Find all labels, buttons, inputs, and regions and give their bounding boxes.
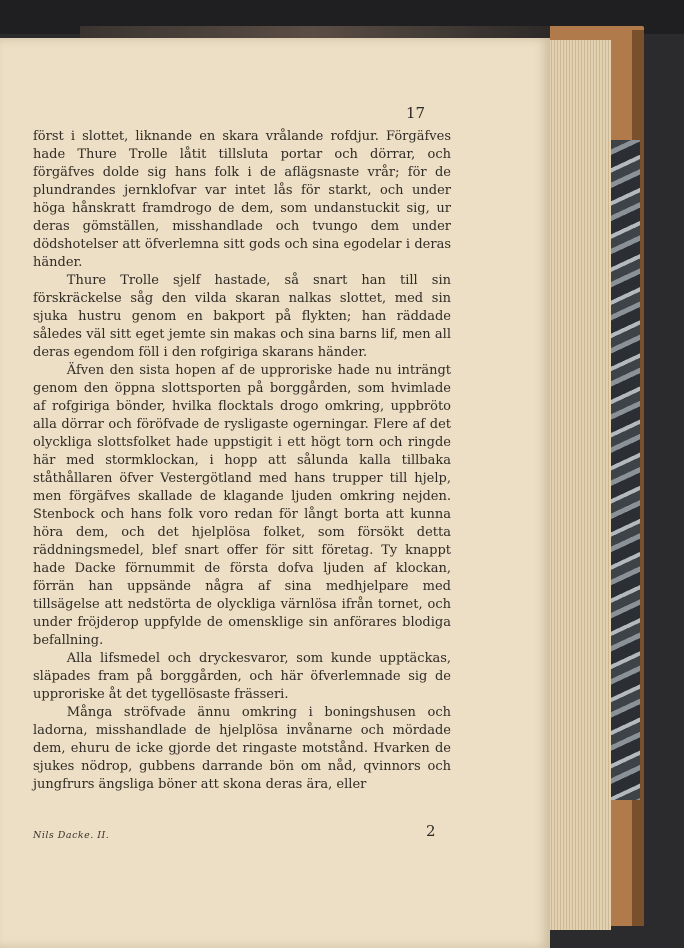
- paragraph: Äfven den sista hopen af de upproriske hade nu inträngt genom den öppna slottsporten på borggården, som hvimlade af rofgiriga bönder, hvilka flocktals drogo omkring, uppbröto alla dörrar och föröfvade de rysligaste ogerningar. Flere af det olyckliga slottsfolket hade uppstigit i ett högt torn och ringde här med stormklockan, i hopp att sålunda kalla tillbaka ståthållaren öfver Vestergötland med hans trupper till hjelp, men förgäfves skallade de klagande ljuden omkring nejden. Stenbock och hans folk voro redan för långt borta att kunna höra dem, och det hjelplösa folket, som försökt detta räddningsmedel, blef snart offer för sitt företag. Ty knappt hade Dacke förnummit de första dofva ljuden af klockan, förrän han uppsände några af sina medhjelpare med tillsägelse att nedstörta de olyckliga värnlösa ifrån tornet, och under fröjderop uppfylde de omensklige sin anförares blodiga befallning.: [33, 363, 451, 648]
- body-text: [33, 128, 451, 794]
- footer-book-title: Nils Dacke. II.: [33, 830, 110, 841]
- paragraph: Thure Trolle sjelf hastade, så snart han till sin förskräckelse såg den vilda skaran nalkas slottet, med sin sjuka hustru genom en bakport på flykten; han räddade således väl sitt eget jemte sin makas och sina barns lif, men all deras egendom föll i den rofgiriga skarans händer.: [33, 273, 451, 360]
- signature-mark: 2: [426, 822, 436, 840]
- paragraph: först i slottet, liknande en skara vrålande rofdjur. Förgäfves hade Thure Trolle låtit tillsluta portar och dörrar, och förgäfves dolde sig hans folk i de aflägsnaste vrår; för de plundrandes jernklofvar var intet lås för starkt, och under höga hånskratt framdrogo de dem, som undanstuckit sig, ur deras gömställen, misshandlade och tvungo dem under dödshotelser att öfverlemna sitt gods och sina egodelar i deras händer.: [33, 129, 451, 270]
- marbled-endpaper: [610, 140, 640, 800]
- page-number: 17: [406, 104, 426, 122]
- top-binding-strip: [80, 26, 550, 38]
- page-edges: [542, 40, 611, 930]
- paragraph: Alla lifsmedel och dryckesvaror, som kunde upptäckas, släpades fram på borggården, och här öfverlemnade sig de upproriske åt det tygellösaste frässeri.: [33, 651, 451, 702]
- paragraph: Många ströfvade ännu omkring i boningshusen och ladorna, misshandlade de hjelplösa invånarne och mördade dem, ehuru de icke gjorde det ringaste motstånd. Hvarken de sjukes nödrop, gubbens darrande bön om nåd, qvinnors och jungfrurs ängsliga böner att skona deras ära, eller: [33, 705, 451, 792]
